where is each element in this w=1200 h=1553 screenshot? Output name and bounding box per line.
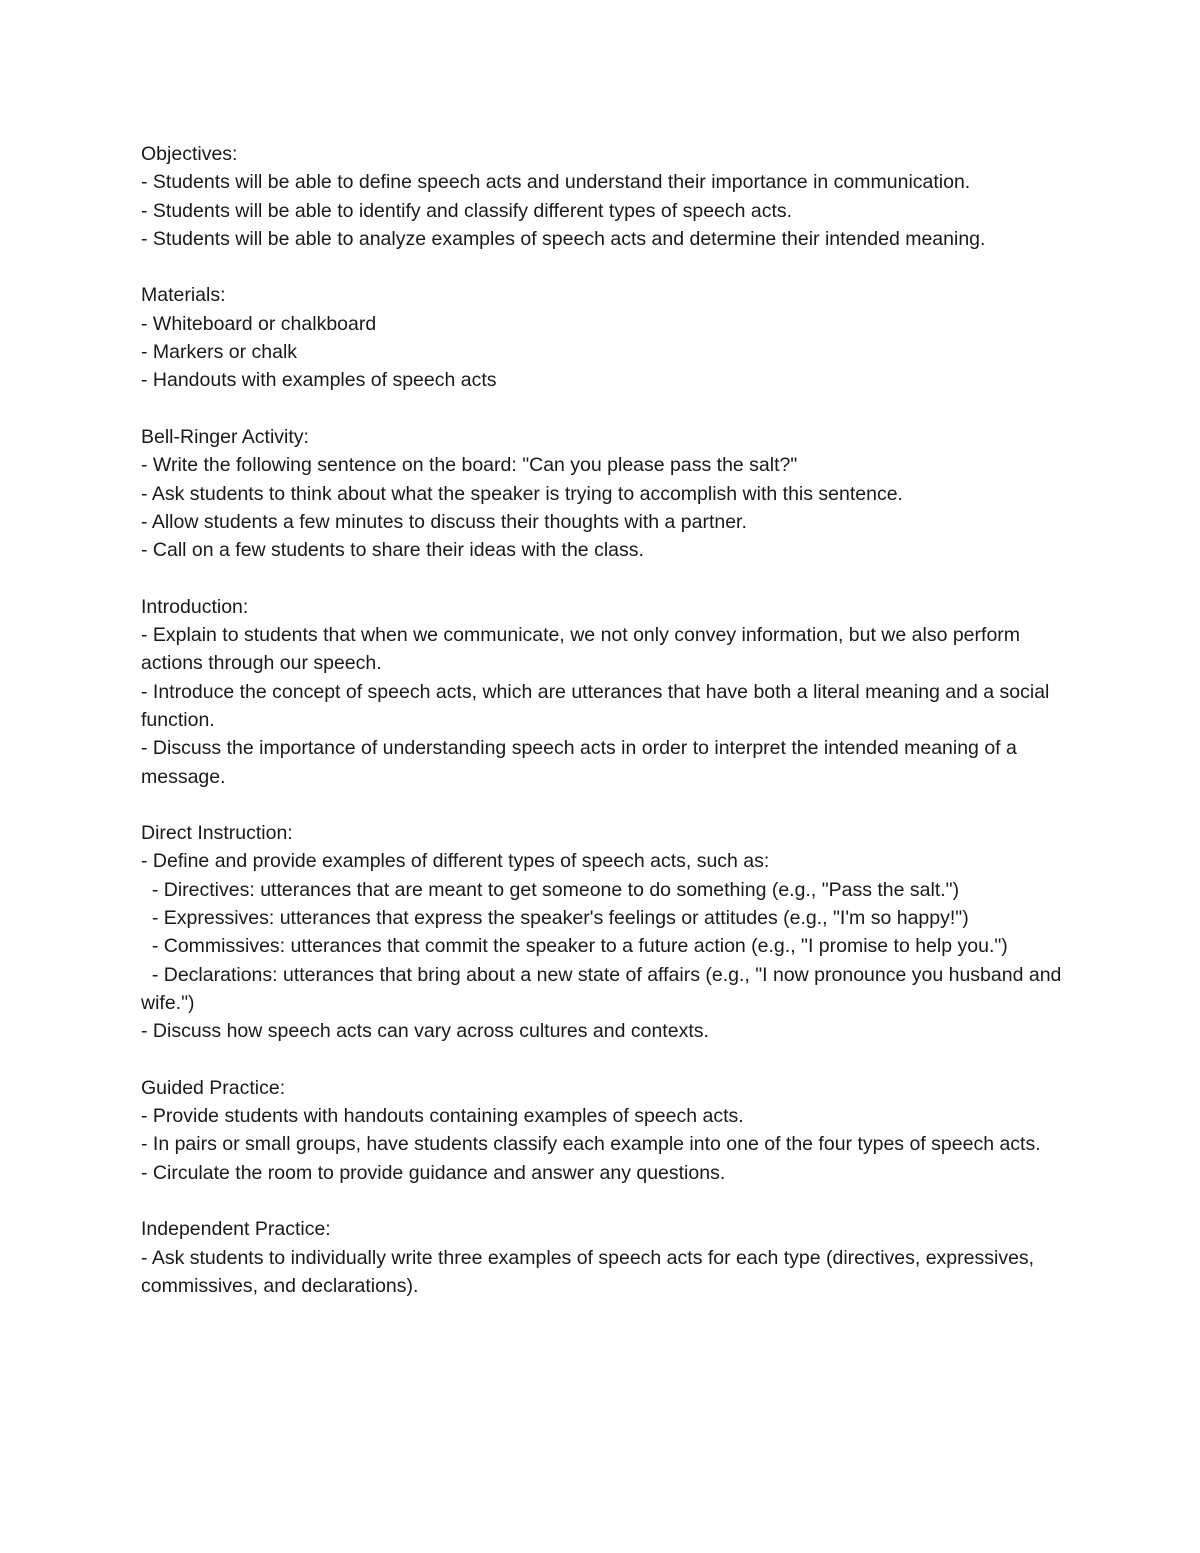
list-item: - Circulate the room to provide guidance and answer any questions.	[141, 1161, 726, 1184]
list-item: - Students will be able to analyze examples of speech acts and determine their intended meaning.	[141, 227, 986, 250]
list-item: - Write the following sentence on the board: "Can you please pass the salt?"	[141, 454, 798, 477]
list-item: - Define and provide examples of different types of speech acts, such as:	[141, 850, 770, 873]
list-item: - Explain to students that when we communicate, we not only convey information, but we also perform actions through our speech.	[141, 624, 1026, 675]
section-heading: Introduction:	[141, 595, 249, 618]
list-item: - Provide students with handouts containing examples of speech acts.	[141, 1105, 744, 1128]
section-heading: Bell-Ringer Activity:	[141, 425, 309, 448]
section-heading: Guided Practice:	[141, 1076, 286, 1099]
list-item: - Discuss how speech acts can vary across cultures and contexts.	[141, 1020, 709, 1043]
list-item: - Introduce the concept of speech acts, which are utterances that have both a literal meaning and a social function.	[141, 680, 1055, 731]
sub-list-item: - Declarations: utterances that bring about a new state of affairs (e.g., "I now pronounce you husband and wife.")	[141, 963, 1067, 1014]
list-item: - Students will be able to identify and classify different types of speech acts.	[141, 199, 793, 222]
list-item: - In pairs or small groups, have students classify each example into one of the four types of speech acts.	[141, 1133, 1041, 1156]
list-item: - Discuss the importance of understanding speech acts in order to interpret the intended meaning of a message.	[141, 737, 1023, 788]
sub-list-item: - Expressives: utterances that express the speaker's feelings or attitudes (e.g., "I'm so happy!")	[141, 907, 969, 930]
list-item: - Ask students to think about what the speaker is trying to accomplish with this sentence.	[141, 482, 903, 505]
list-item: - Students will be able to define speech acts and understand their importance in communication.	[141, 171, 971, 194]
sub-list-item: - Commissives: utterances that commit the speaker to a future action (e.g., "I promise to help you.")	[141, 935, 1008, 958]
sub-list-item: - Directives: utterances that are meant to get someone to do something (e.g., "Pass the salt.")	[141, 878, 960, 901]
section-introduction	[141, 593, 1071, 791]
list-item: - Allow students a few minutes to discuss their thoughts with a partner.	[141, 510, 747, 533]
section-materials	[141, 281, 1071, 394]
section-heading: Direct Instruction:	[141, 822, 293, 845]
list-item: - Whiteboard or chalkboard	[141, 312, 377, 335]
section-direct-instruction	[141, 819, 1071, 1045]
section-heading: Materials:	[141, 284, 226, 307]
list-item: - Handouts with examples of speech acts	[141, 369, 497, 392]
section-objectives	[141, 140, 1071, 253]
section-heading: Objectives:	[141, 143, 238, 165]
section-bell-ringer-activity	[141, 423, 1071, 564]
list-item: - Markers or chalk	[141, 341, 298, 364]
section-heading: Independent Practice:	[141, 1218, 331, 1241]
section-guided-practice	[141, 1074, 1071, 1187]
list-item: - Ask students to individually write three examples of speech acts for each type (directives, expressives, commissives, and declarations).	[141, 1246, 1040, 1297]
section-independent-practice	[141, 1215, 1071, 1300]
list-item: - Call on a few students to share their ideas with the class.	[141, 539, 644, 562]
document-page	[141, 140, 1071, 1328]
